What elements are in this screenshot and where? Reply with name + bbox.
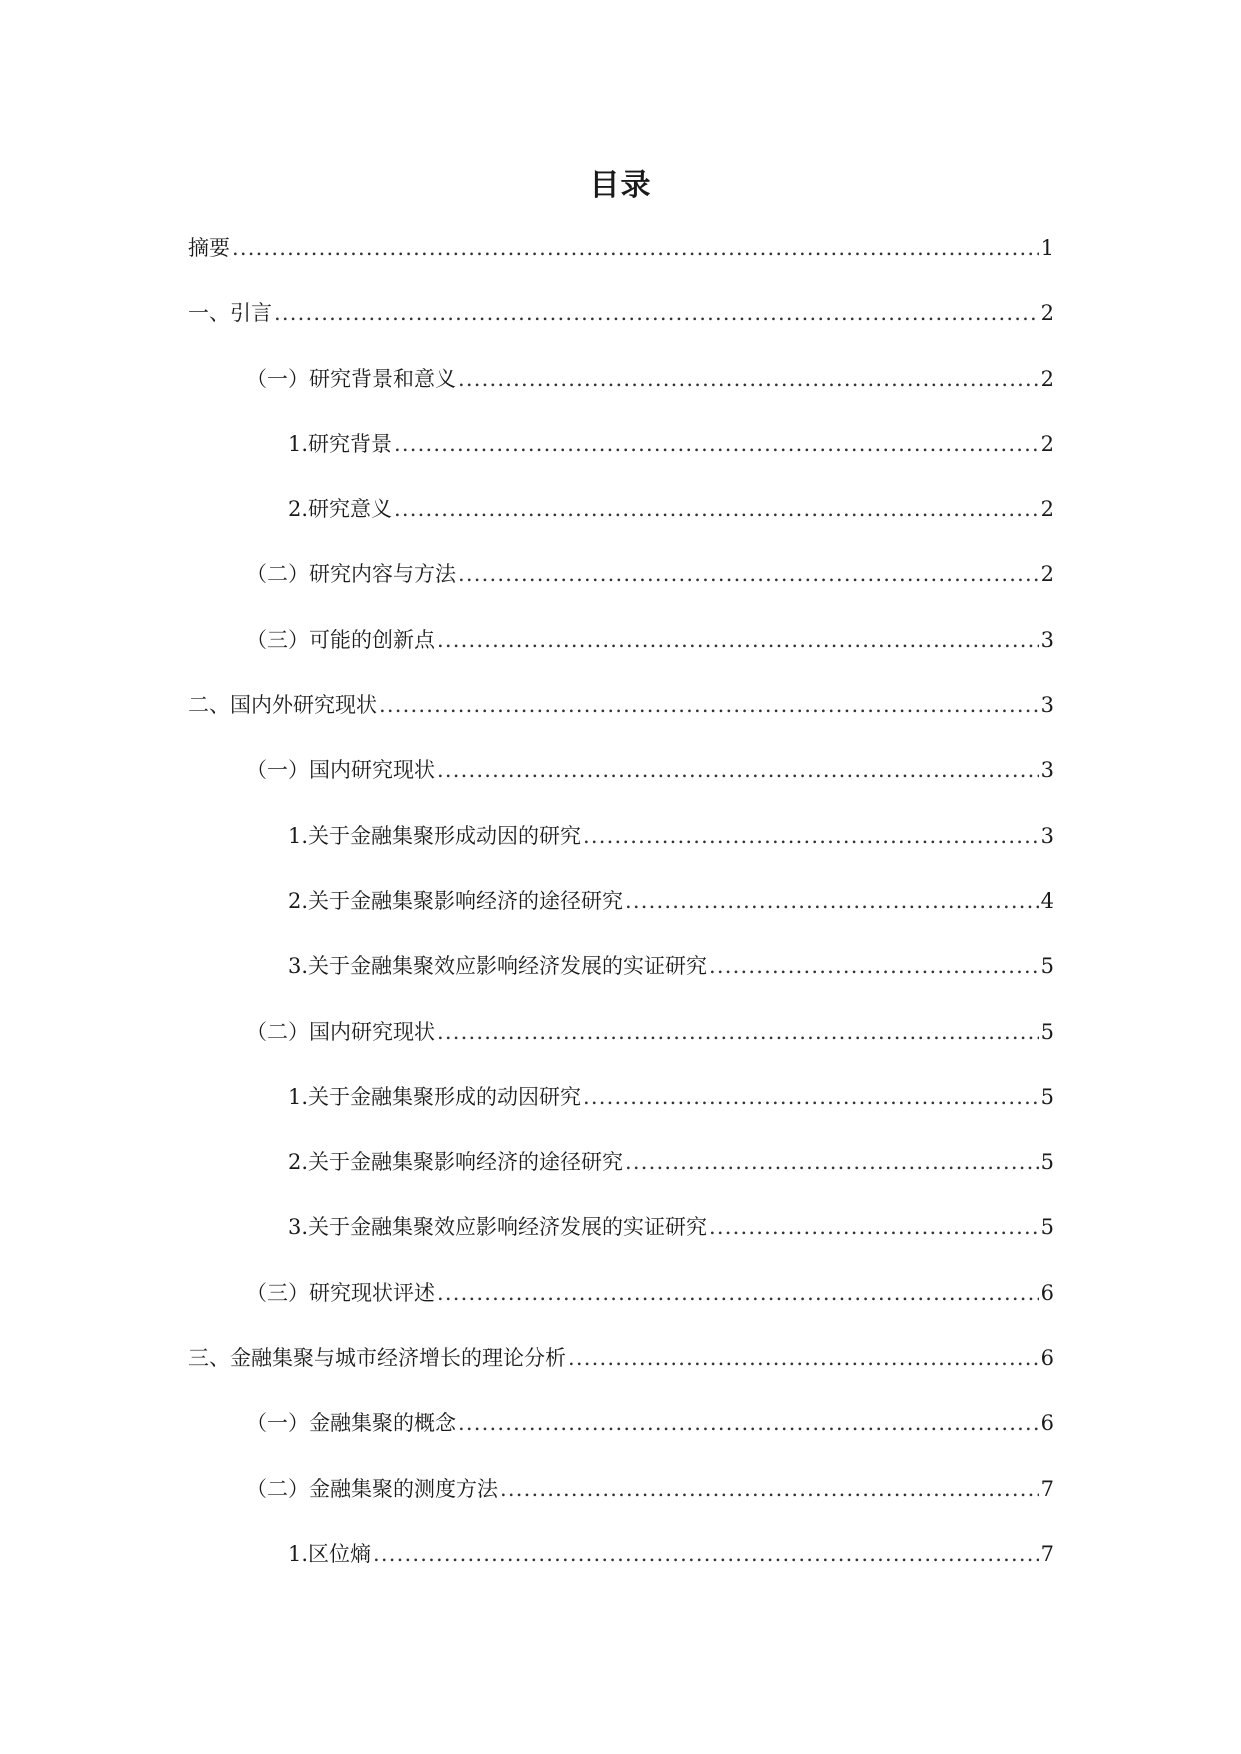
toc-entry[interactable] xyxy=(0,495,1241,560)
toc-entry[interactable] xyxy=(0,887,1241,952)
toc-page-number: 3 xyxy=(1040,758,1054,783)
toc-entry-text: 1.关于金融集聚形成的动因研究 xyxy=(288,1084,582,1109)
toc-leader-dots xyxy=(274,299,1039,327)
toc-entry-text: 摘要 xyxy=(188,236,230,260)
toc-entry[interactable] xyxy=(0,756,1241,821)
toc-page-number: 2 xyxy=(1040,431,1054,456)
toc-page-number: 5 xyxy=(1040,1215,1054,1240)
toc-page-number: 6 xyxy=(1040,1280,1054,1305)
toc-leader-dots xyxy=(583,822,1039,850)
toc-leader-dots xyxy=(709,1213,1039,1241)
toc-leader-dots xyxy=(437,1018,1039,1046)
toc-page-number: 3 xyxy=(1040,693,1054,718)
toc-entry-text: 2.研究意义 xyxy=(288,497,393,522)
toc-entry[interactable] xyxy=(0,1409,1241,1474)
toc-entry-text: 3.关于金融集聚效应影响经济发展的实证研究 xyxy=(288,1215,708,1240)
toc-leader-dots xyxy=(437,756,1039,784)
toc-entry[interactable] xyxy=(0,560,1241,625)
toc-entry[interactable] xyxy=(0,691,1241,756)
toc-entry-text: 一、引言 xyxy=(188,301,272,326)
toc-entry[interactable] xyxy=(0,822,1241,887)
toc-page-number: 2 xyxy=(1040,366,1054,391)
toc-entry-text: 1.研究背景 xyxy=(288,431,393,456)
toc-entry[interactable] xyxy=(0,1475,1241,1540)
page-title: 目录 xyxy=(589,168,652,203)
toc-entry-text: （一）研究背景和意义 xyxy=(246,366,456,391)
toc-leader-dots xyxy=(625,1148,1039,1176)
toc-page-number: 4 xyxy=(1040,888,1054,913)
toc-list xyxy=(0,234,1241,1605)
toc-leader-dots xyxy=(437,1279,1039,1307)
toc-page-number: 5 xyxy=(1040,1019,1054,1044)
toc-entry[interactable] xyxy=(0,626,1241,691)
toc-leader-dots xyxy=(394,430,1039,458)
toc-entry-text: 二、国内外研究现状 xyxy=(188,693,377,718)
toc-leader-dots xyxy=(379,691,1039,719)
toc-entry-text: 3.关于金融集聚效应影响经济发展的实证研究 xyxy=(288,954,708,979)
toc-page-number: 2 xyxy=(1040,497,1054,522)
toc-leader-dots xyxy=(394,495,1039,523)
toc-leader-dots xyxy=(709,952,1039,980)
toc-entry[interactable] xyxy=(0,299,1241,364)
toc-entry-text: （三）可能的创新点 xyxy=(246,627,435,652)
toc-leader-dots xyxy=(625,887,1039,915)
toc-entry-text: 1.区位熵 xyxy=(288,1541,372,1566)
toc-entry-text: 2.关于金融集聚影响经济的途径研究 xyxy=(288,1150,624,1175)
toc-entry-text: （一）国内研究现状 xyxy=(246,758,435,783)
toc-page-number: 1 xyxy=(1040,236,1054,260)
toc-page-number: 5 xyxy=(1040,1150,1054,1175)
toc-page-number: 7 xyxy=(1040,1541,1054,1566)
toc-leader-dots xyxy=(373,1540,1039,1568)
toc-leader-dots xyxy=(568,1344,1039,1372)
toc-leader-dots xyxy=(500,1475,1039,1503)
toc-leader-dots xyxy=(437,626,1039,654)
toc-entry[interactable] xyxy=(0,1279,1241,1344)
toc-page-number: 5 xyxy=(1040,1084,1054,1109)
toc-leader-dots xyxy=(458,560,1039,588)
toc-entry[interactable] xyxy=(0,952,1241,1017)
toc-leader-dots xyxy=(232,234,1039,262)
toc-entry-text: （二）国内研究现状 xyxy=(246,1019,435,1044)
toc-page-number: 6 xyxy=(1040,1411,1054,1436)
toc-entry-text: （二）金融集聚的测度方法 xyxy=(246,1476,498,1501)
toc-entry[interactable] xyxy=(0,1018,1241,1083)
toc-page-number: 3 xyxy=(1040,627,1054,652)
toc-page-number: 5 xyxy=(1040,954,1054,979)
toc-entry[interactable] xyxy=(0,1344,1241,1409)
toc-entry-text: 三、金融集聚与城市经济增长的理论分析 xyxy=(188,1346,566,1371)
toc-entry[interactable] xyxy=(0,1083,1241,1148)
toc-page-number: 2 xyxy=(1040,301,1054,326)
toc-leader-dots xyxy=(583,1083,1039,1111)
toc-entry[interactable] xyxy=(0,1148,1241,1213)
toc-entry[interactable] xyxy=(0,365,1241,430)
toc-leader-dots xyxy=(458,365,1039,393)
toc-entry[interactable] xyxy=(0,430,1241,495)
toc-page-number: 6 xyxy=(1040,1346,1054,1371)
toc-entry-text: （二）研究内容与方法 xyxy=(246,562,456,587)
toc-entry-text: 1.关于金融集聚形成动因的研究 xyxy=(288,823,582,848)
toc-page-number: 7 xyxy=(1040,1476,1054,1501)
toc-page-number: 2 xyxy=(1040,562,1054,587)
toc-page-number: 3 xyxy=(1040,823,1054,848)
toc-entry-text: （三）研究现状评述 xyxy=(246,1280,435,1305)
toc-entry[interactable] xyxy=(0,234,1241,299)
toc-entry[interactable] xyxy=(0,1540,1241,1605)
toc-entry-text: 2.关于金融集聚影响经济的途径研究 xyxy=(288,888,624,913)
toc-entry-text: （一）金融集聚的概念 xyxy=(246,1411,456,1436)
toc-entry[interactable] xyxy=(0,1213,1241,1278)
toc-leader-dots xyxy=(458,1409,1039,1437)
